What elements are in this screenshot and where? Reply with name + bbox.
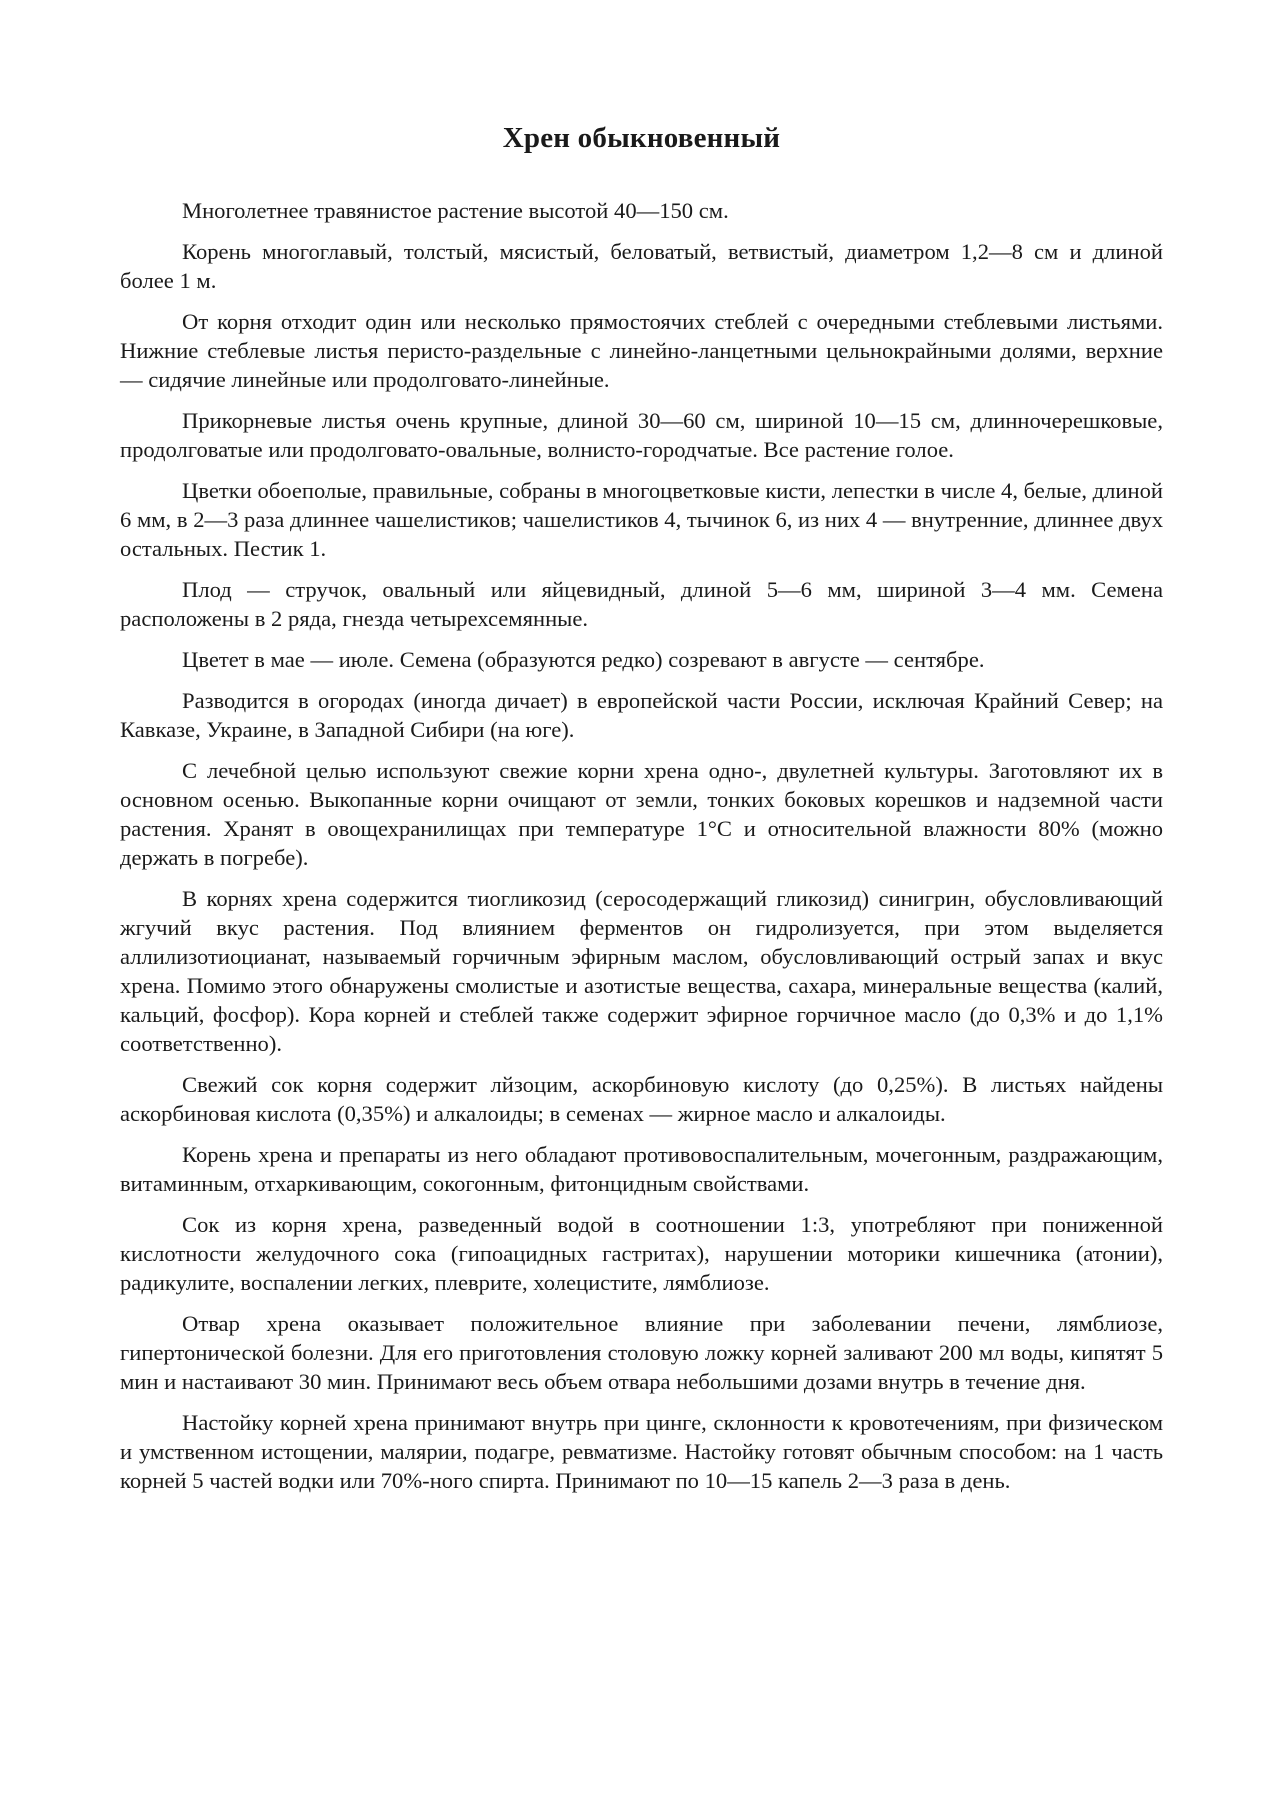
paragraph-root: Корень многоглавый, толстый, мясистый, беловатый, ветвистый, диаметром 1,2—8 см и длиной более 1 м. [120,239,1163,293]
paragraph-height: Многолетнее травянистое растение высотой 40—150 см. [182,198,729,223]
paragraph-stems: От корня отходит один или несколько прямостоячих стеблей с очередными стеблевыми листьями. Нижние стеблевые листья перисто-раздельные с линейно-ланцетными цельнокрайными долями, верхние — сидячие линейные или продолговато-линейные. [120,309,1163,392]
paragraph-flowers: Цветки обоеполые, правильные, собраны в многоцветковые кисти, лепестки в числе 4, белые, длиной 6 мм, в 2—3 раза длиннее чашелистиков; чашелистиков 4, тычинок 6, из них 4 — внутренние, длиннее двух остальных. Пестик 1. [120,478,1163,561]
paragraph-basal-leaves: Прикорневые листья очень крупные, длиной 30—60 см, шириной 10—15 см, длинночерешковые, продолговатые или продолговато-овальные, волнисто-городчатые. Все растение голое. [120,408,1163,462]
paragraph-flowering-time: Цветет в мае — июле. Семена (образуются редко) созревают в августе — сентябре. [182,647,985,672]
paragraph-juice-composition: Свежий сок корня содержит лйзоцим, аскорбиновую кислоту (до 0,25%). В листьях найдены аскорбиновая кислота (0,35%) и алкалоиды; в семенах — жирное масло и алкалоиды. [120,1072,1163,1126]
document-page [120,120,1163,1507]
paragraph-juice-use: Сок из корня хрена, разведенный водой в соотношении 1:3, употребляют при пониженной кислотности желудочного сока (гипоацидных гастритах), нарушении моторики кишечника (атонии), радикулите, воспалении легких, плеврите, холецистите, лямблиозе. [120,1212,1163,1295]
paragraph-decoction: Отвар хрена оказывает положительное влияние при заболевании печени, лямблиозе, гипертонической болезни. Для его приготовления столовую ложку корней заливают 200 мл воды, кипятят 5 мин и настаивают 30 мин. Принимают весь объем отвара небольшими дозами внутрь в течение дня. [120,1311,1163,1394]
paragraph-fruit: Плод — стручок, овальный или яйцевидный, длиной 5—6 мм, шириной 3—4 мм. Семена расположены в 2 ряда, гнезда четырехсемянные. [120,577,1163,631]
paragraph-tincture: Настойку корней хрена принимают внутрь при цинге, склонности к кровотечениям, при физическом и умственном истощении, малярии, подагре, ревматизме. Настойку готовят обычным способом: на 1 часть корней 5 частей водки или 70%-ного спирта. Принимают по 10—15 капель 2—3 раза в день. [120,1410,1163,1493]
paragraph-composition: В корнях хрена содержится тиогликозид (серосодержащий гликозид) синигрин, обусловливающий жгучий вкус растения. Под влиянием ферментов он гидролизуется, при этом выделяется аллилизотиоцианат, называемый горчичным эфирным маслом, обусловливающий острый запах и вкус хрена. Помимо этого обнаружены смолистые и азотистые вещества, сахара, минеральные вещества (калий, кальций, фосфор). Кора корней и стеблей также содержит эфирное горчичное масло (до 0,3% и до 1,1% соответственно). [120,886,1163,1056]
paragraph-distribution: Разводится в огородах (иногда дичает) в европейской части России, исключая Крайний Север; на Кавказе, Украине, в Западной Сибири (на юге). [120,688,1163,742]
paragraph-harvesting: С лечебной целью используют свежие корни хрена одно-, двулетней культуры. Заготовляют их в основном осенью. Выкопанные корни очищают от земли, тонких боковых корешков и надземной части растения. Хранят в овощехранилищах при температуре 1°С и относительной влажности 80% (можно держать в погребе). [120,758,1163,870]
paragraph-properties: Корень хрена и препараты из него обладают противовоспалительным, мочегонным, раздражающим, витаминным, отхаркивающим, сокогонным, фитонцидным свойствами. [120,1142,1163,1196]
page-title: Хрен обыкновенный [502,122,781,154]
